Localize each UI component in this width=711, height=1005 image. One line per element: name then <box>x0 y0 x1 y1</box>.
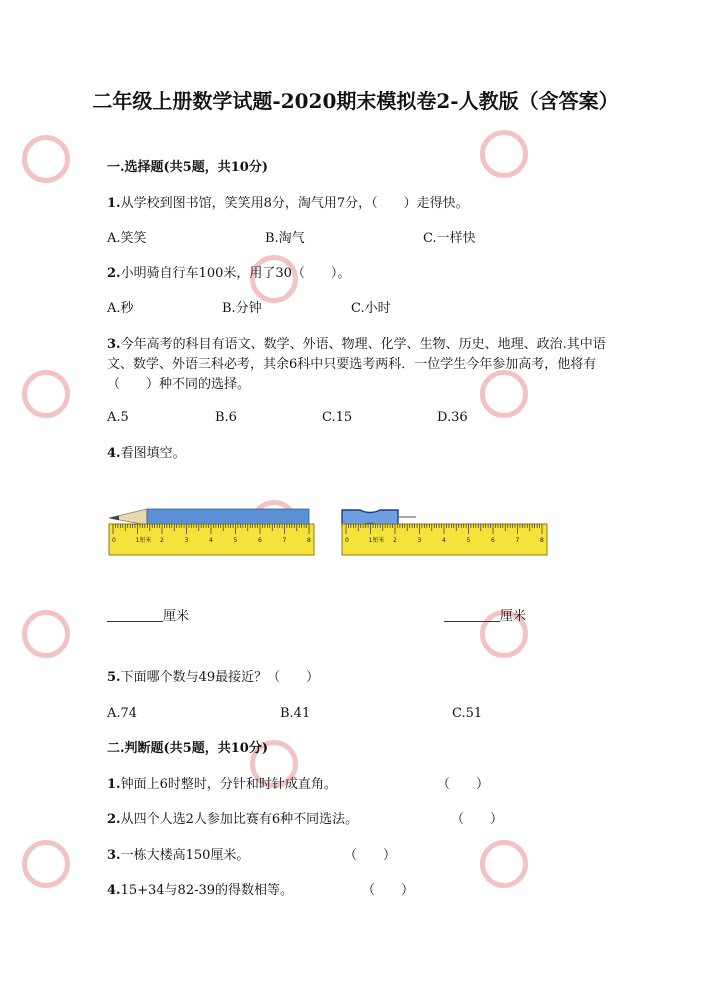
watermark-logo-icon <box>480 130 528 178</box>
question-number: 1. <box>107 777 121 792</box>
underline-blank[interactable] <box>107 607 163 622</box>
question-5 <box>107 668 319 688</box>
judge-question-1 <box>107 775 337 795</box>
question-text: 15+34与82-39的得数相等。 <box>120 883 294 898</box>
ruler-label: 3 <box>417 537 422 544</box>
question-4 <box>107 444 186 464</box>
ruler-label: 8 <box>540 537 544 544</box>
option-d: D.36 <box>437 410 468 425</box>
unit-label: 厘米 <box>500 609 527 624</box>
ruler-label: 1厘米 <box>135 537 152 544</box>
question-text: 下面哪个数与49最接近？（ ） <box>120 670 320 685</box>
ruler-label: 2 <box>160 537 164 544</box>
ruler-label: 4 <box>209 537 213 544</box>
option-b: B.分钟 <box>222 301 262 316</box>
ruler-label: 5 <box>466 537 471 544</box>
question-text: 一栋大楼高150厘米。 <box>120 848 250 863</box>
question-1 <box>107 194 469 214</box>
unit-label: 厘米 <box>163 609 190 624</box>
watermark-logo-icon <box>22 135 70 183</box>
ruler-label: 7 <box>282 537 287 544</box>
watermark-logo-icon <box>22 610 70 658</box>
question-number: 5. <box>107 670 121 685</box>
question-text: 钟面上6时整时，分针和时针成直角。 <box>120 777 337 792</box>
answer-paren[interactable]: （ ） <box>362 883 415 898</box>
option-a: A.74 <box>107 706 138 721</box>
ruler-label: 5 <box>233 537 238 544</box>
watermark-logo-icon <box>22 840 70 888</box>
option-b: B.41 <box>280 706 311 721</box>
judge-question-2 <box>107 810 358 830</box>
question-text: 从学校到图书馆，笑笑用8分，淘气用7分，（ ）走得快。 <box>120 196 469 211</box>
watermark-logo-icon <box>22 370 70 418</box>
ruler-label: 7 <box>515 537 520 544</box>
answer-paren[interactable]: （ ） <box>437 777 490 792</box>
judge-question-4 <box>107 881 293 901</box>
page-title: 二年级上册数学试题-2020期末模拟卷2-人教版（含答案） <box>92 89 619 113</box>
question-2 <box>107 264 350 284</box>
section-heading-choice: 一.选择题(共5题，共10分) <box>107 160 268 175</box>
ruler-label: 3 <box>184 537 189 544</box>
ruler-label: 4 <box>442 537 446 544</box>
ruler-label: 6 <box>258 537 262 544</box>
question-text: 小明骑自行车100米，用了30（ ）。 <box>120 266 351 281</box>
answer-blank-left[interactable] <box>107 607 189 627</box>
ruler-label: 8 <box>307 537 311 544</box>
ruler-label: 1厘米 <box>368 537 385 544</box>
judge-question-3 <box>107 846 249 866</box>
ruler-label: 6 <box>491 537 495 544</box>
option-c: C.51 <box>452 706 483 721</box>
question-text: 今年高考的科目有语文、数学、外语、物理、化学、生物、历史、地理、政治.其中语文、数学、外语三科必考，其余6科中只要选考两科．一位学生今年参加高考，他将有（ ）种不同的选择。 <box>107 337 606 392</box>
answer-paren[interactable]: （ ） <box>451 812 504 827</box>
eraser-ruler-figure <box>340 505 550 559</box>
question-number: 1. <box>107 196 121 211</box>
option-b: B.6 <box>215 410 237 425</box>
question-number: 4. <box>107 446 121 461</box>
ruler-label: 0 <box>345 537 349 544</box>
pencil-body-icon <box>147 509 309 525</box>
question-number: 4. <box>107 883 121 898</box>
watermark-logo-icon <box>480 840 528 888</box>
option-c: C.小时 <box>351 301 391 316</box>
underline-blank[interactable] <box>444 607 500 622</box>
question-3 <box>107 335 607 395</box>
answer-paren[interactable]: （ ） <box>344 848 397 863</box>
answer-blank-right[interactable] <box>444 607 526 627</box>
pencil-lead-icon <box>109 516 119 521</box>
question-text: 看图填空。 <box>120 446 186 461</box>
option-a: A.秒 <box>107 301 134 316</box>
question-number: 2. <box>107 266 121 281</box>
ruler-label: 2 <box>393 537 397 544</box>
option-c: C.一样快 <box>423 231 476 246</box>
question-number: 3. <box>107 848 121 863</box>
option-c: C.15 <box>322 410 353 425</box>
ruler-label: 0 <box>112 537 116 544</box>
question-text: 从四个人选2人参加比赛有6种不同选法。 <box>120 812 359 827</box>
option-a: A.5 <box>107 410 129 425</box>
option-b: B.淘气 <box>265 231 305 246</box>
question-number: 2. <box>107 812 121 827</box>
section-heading-judge: 二.判断题(共5题，共10分) <box>107 741 268 756</box>
pencil-ruler-figure <box>107 505 317 559</box>
option-a: A.笑笑 <box>107 231 147 246</box>
question-number: 3. <box>107 337 121 352</box>
